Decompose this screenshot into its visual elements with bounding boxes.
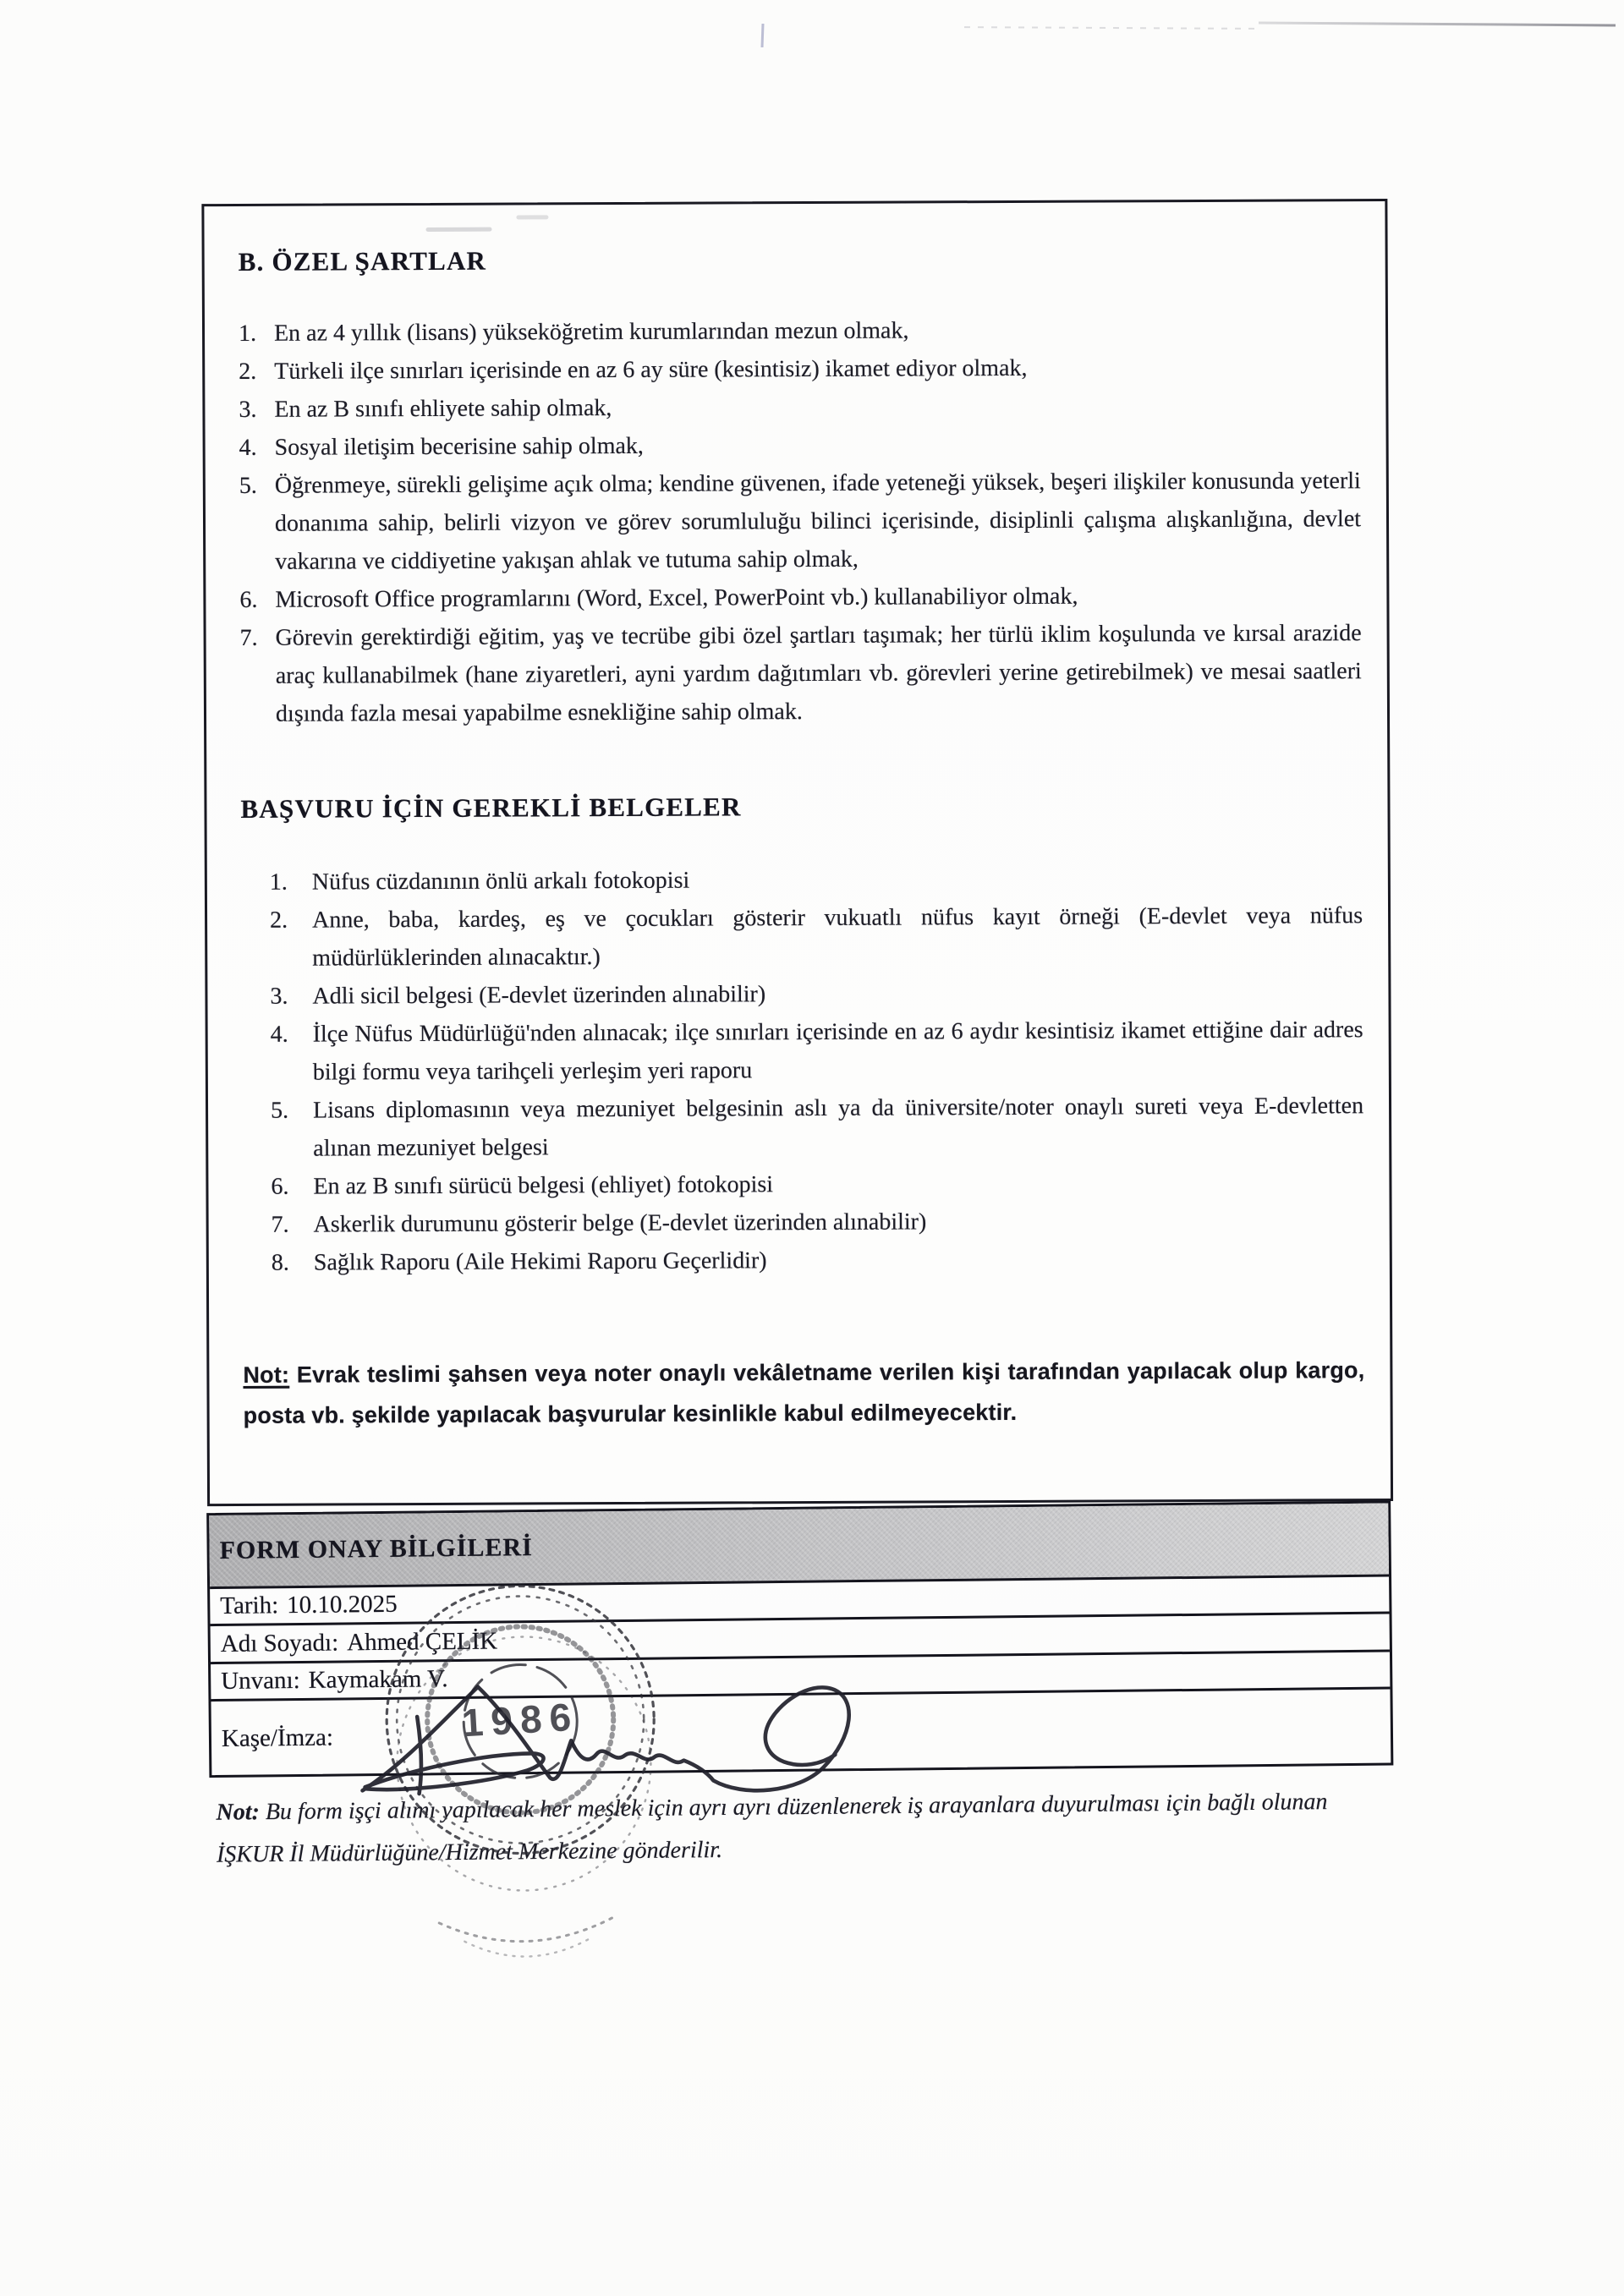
item-text: Microsoft Office programlarını (Word, Excel, PowerPoint vb.) kullanabiliyor olmak, [275, 583, 1078, 613]
item-number: 2. [239, 358, 257, 385]
footer-note-label: Not: [216, 1799, 261, 1826]
signature-loop [365, 1753, 543, 1789]
item-number: 8. [271, 1249, 289, 1276]
table-header-title: FORM ONAY BİLGİLERİ [219, 1533, 533, 1564]
list-item [242, 1011, 1363, 1092]
item-number: 7. [239, 624, 258, 651]
item-number: 2. [270, 907, 288, 934]
item-text: Sosyal iletişim becerisine sahip olmak, [274, 432, 644, 461]
list-item [241, 896, 1363, 978]
stamp-signature-label: Kaşe/İmza: [221, 1723, 334, 1752]
signature-main [478, 1685, 849, 1792]
special-conditions-list [239, 310, 1362, 733]
item-number: 4. [239, 434, 257, 461]
item-text: En az B sınıfı ehliyete sahip olmak, [274, 395, 612, 423]
signature-tbar [417, 1717, 421, 1794]
note-label: Not: [243, 1362, 290, 1388]
item-number: 3. [239, 396, 257, 423]
item-text: Türkeli ilçe sınırları içerisinde en az 6 ay süre (kesintisiz) ikamet ediyor olmak, [274, 354, 1028, 385]
item-number: 7. [271, 1211, 289, 1238]
required-documents-list [241, 858, 1364, 1282]
documents-heading: BAŞVURU İÇİN GEREKLİ BELGELER [240, 792, 742, 824]
list-item [239, 424, 1361, 467]
list-item [242, 1087, 1363, 1168]
footer-note-text: Bu form işçi alımı yapılacak her meslek için ayrı ayrı düzenlenerek iş arayanlara duyurulması için bağlı olunan İŞKUR İl Müdürlüğüne/Hizmet Merkezine gönderilir. [216, 1789, 1328, 1868]
name-label: Adı Soyadı: [220, 1629, 339, 1658]
item-text: Askerlik durumunu gösterir belge (E-devlet üzerinden alınabilir) [313, 1208, 927, 1238]
item-text: Nüfus cüzdanının önlü arkalı fotokopisi [311, 867, 690, 896]
list-item [241, 858, 1363, 901]
item-text: Anne, baba, kardeş, eş ve çocukları gösterir vukuatlı nüfus kayıt örneği (E-devlet veya nüfus müdürlüklerinden alınacaktır.) [312, 902, 1363, 972]
item-text: Görevin gerektirdiği eğitim, yaş ve tecrübe gibi özel şartları taşımak; her türlü iklim koşulunda ve kırsal arazide araç kullanabilmek (hane ziyaretleri, ayni yardım dağıtımları vb. görevleri yerine getirebilmek) ve mesai saatleri dışında fazla mesai yapabilme esnekliğine sahip olmak. [275, 620, 1362, 727]
title-value: Kaymakam V. [308, 1665, 448, 1694]
item-number: 1. [269, 869, 288, 896]
item-number: 1. [238, 320, 257, 347]
item-number: 6. [271, 1173, 289, 1200]
date-label: Tarih: [220, 1592, 279, 1619]
stamp-year: 1986 [460, 1694, 580, 1745]
title-label: Unvanı: [221, 1666, 300, 1695]
list-item [239, 386, 1360, 429]
item-text: En az B sınıfı sürücü belgesi (ehliyet) fotokopisi [313, 1171, 774, 1200]
note-text: Evrak teslimi şahsen veya noter onaylı vekâletname verilen kişi tarafından yapılacak olup kargo, posta vb. şekilde yapılacak başvurular kesinlikle kabul edilmeyecektir. [243, 1357, 1365, 1428]
delivery-note [243, 1350, 1364, 1436]
item-number: 4. [270, 1021, 288, 1048]
item-text: Lisans diplomasının veya mezuniyet belgesinin aslı ya da üniversite/noter onaylı sureti veya E-devletten alınan mezuniyet belgesi [312, 1093, 1364, 1162]
list-item [241, 973, 1363, 1016]
item-number: 6. [239, 586, 258, 613]
list-item [239, 462, 1362, 581]
list-item [239, 348, 1360, 391]
list-item [243, 1239, 1364, 1282]
list-item [239, 310, 1360, 353]
list-item [242, 1163, 1363, 1206]
item-text: Sağlık Raporu (Aile Hekimi Raporu Geçerlidir) [313, 1247, 767, 1276]
item-text: En az 4 yıllık (lisans) yükseköğretim kurumlarından mezun olmak, [273, 317, 909, 347]
item-text: İlçe Nüfus Müdürlüğü'nden alınacak; ilçe sınırları içerisinde en az 6 aydır kesintisiz ikamet ettiğine dair adres bilgi formu veya tarihçeli yerleşim yeri raporu [312, 1016, 1363, 1086]
item-number: 5. [270, 1097, 289, 1124]
item-text: Adli sicil belgesi (E-devlet üzerinden alınabilir) [312, 981, 766, 1010]
list-item [240, 614, 1363, 733]
list-item [243, 1201, 1364, 1244]
item-number: 3. [270, 983, 288, 1010]
handwritten-signature [358, 1636, 900, 1808]
date-value: 10.10.2025 [286, 1590, 398, 1619]
section-b-heading: B. ÖZEL ŞARTLAR [238, 245, 487, 277]
name-value: Ahmed ÇELİK [346, 1627, 498, 1656]
content-border-box [201, 199, 1393, 1506]
item-text: Öğrenmeye, sürekli gelişime açık olma; kendine güvenen, ifade yeteneği yüksek, beşeri ilişkiler konusunda yeterli donanıma sahip, belirli vizyon ve görev sorumluluğu bilinci içerisinde, disiplinli çalışma alışkanlığına, devlet vakarına ve ciddiyetine yakışan ahlak ve tutuma sahip olmak, [274, 468, 1362, 575]
item-number: 5. [239, 472, 257, 499]
list-item [239, 576, 1361, 619]
